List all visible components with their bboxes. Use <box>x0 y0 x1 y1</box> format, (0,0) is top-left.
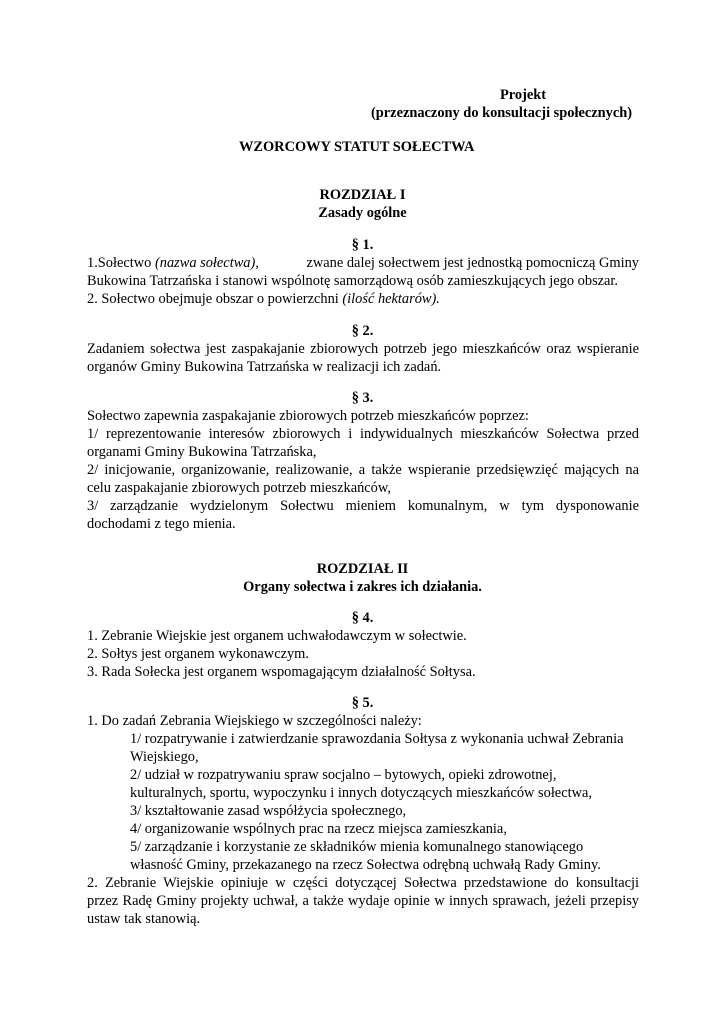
paragraph-5-line-2: 1/ rozpatrywanie i zatwierdzanie sprawozdania Sołtysa z wykonania uchwał Zebrania <box>130 731 624 747</box>
paragraph-3-line-3: organami Gminy Bukowina Tatrzańska, <box>87 444 317 460</box>
paragraph-4-line-1: 1. Zebranie Wiejskie jest organem uchwałodawczym w sołectwie. <box>87 628 467 644</box>
chapter-1-subheading: Zasady ogólne <box>318 205 407 221</box>
paragraph-2-line-2: organów Gminy Bukowina Tatrzańska w realizacji ich zadań. <box>87 359 442 375</box>
paragraph-5-line-7: 4/ organizowanie wspólnych prac na rzecz miejsca zamieszkania, <box>130 821 507 837</box>
paragraph-3-line-7: dochodami z tego mienia. <box>87 516 236 532</box>
project-label: Projekt <box>500 87 547 103</box>
paragraph-4-mark: § 4. <box>351 610 374 626</box>
paragraph-5-line-1: 1. Do zadań Zebrania Wiejskiego w szczególności należy: <box>87 713 422 729</box>
paragraph-3-line-6: 3/ zarządzanie wydzielonym Sołectwu mieniem komunalnym, w tym dysponowanie <box>87 498 639 514</box>
text-segment: 2. Sołectwo obejmuje obszar o powierzchni <box>87 291 343 307</box>
paragraph-5-line-6: 3/ kształtowanie zasad współżycia społecznego, <box>130 803 407 819</box>
paragraph-5-line-9: własność Gminy, przekazanego na rzecz Sołectwa odrębną uchwałą Rady Gminy. <box>130 857 601 873</box>
chapter-2-heading: ROZDZIAŁ II <box>316 561 409 577</box>
paragraph-3-line-4: 2/ inicjowanie, organizowanie, realizowanie, a także wspieranie przedsięwzięć mających na <box>87 462 639 478</box>
placeholder-hectares: (ilość hektarów). <box>342 291 440 307</box>
paragraph-5-line-11: przez Radę Gminy projekty uchwał, a także wydaje opinie w innych sprawach, jeżeli przepisy <box>87 893 639 909</box>
paragraph-4-line-2: 2. Sołtys jest organem wykonawczym. <box>87 646 309 662</box>
paragraph-2-line-1: Zadaniem sołectwa jest zaspakajanie zbiorowych potrzeb jego mieszkańców oraz wspieranie <box>87 341 639 357</box>
paragraph-4-line-3: 3. Rada Sołecka jest organem wspomagającym działalność Sołtysa. <box>87 664 476 680</box>
paragraph-3-line-1: Sołectwo zapewnia zaspakajanie zbiorowych potrzeb mieszkańców poprzez: <box>87 408 529 424</box>
paragraph-3-line-5: celu zaspakajanie zbiorowych potrzeb mieszkańców, <box>87 480 391 496</box>
paragraph-1-line-2: Bukowina Tatrzańska i stanowi wspólnotę samorządową osób zamieszkujących jego obszar. <box>87 273 619 289</box>
paragraph-5-mark: § 5. <box>351 695 374 711</box>
paragraph-3-mark: § 3. <box>351 390 374 406</box>
chapter-1-heading: ROZDZIAŁ I <box>319 187 406 203</box>
paragraph-5-line-5: kulturalnych, sportu, wypoczynku i innych dotyczących mieszkańców sołectwa, <box>130 785 592 801</box>
paragraph-1-line-3 <box>87 290 440 308</box>
paragraph-5-line-3: Wiejskiego, <box>130 749 199 765</box>
chapter-2-subheading: Organy sołectwa i zakres ich działania. <box>243 579 482 595</box>
paragraph-5-line-8: 5/ zarządzanie i korzystanie ze składników mienia komunalnego stanowiącego <box>130 839 584 855</box>
document-title: WZORCOWY STATUT SOŁECTWA <box>239 139 475 155</box>
paragraph-1-line-1 <box>87 254 639 272</box>
placeholder-village-name: (nazwa sołectwa), <box>154 255 259 271</box>
project-note: (przeznaczony do konsultacji społecznych) <box>371 105 633 121</box>
paragraph-5-line-10: 2. Zebranie Wiejskie opiniuje w części dotyczącej Sołectwa przedstawione do konsultacji <box>87 875 639 891</box>
text-segment: zwane dalej sołectwem jest jednostką pomocniczą Gminy <box>306 255 639 271</box>
text-segment: 1.Sołectwo <box>87 255 155 271</box>
paragraph-5-line-12: ustaw tak stanowią. <box>87 911 201 927</box>
paragraph-3-line-2: 1/ reprezentowanie interesów zbiorowych i indywidualnych mieszkańców Sołectwa przed <box>87 426 639 442</box>
paragraph-1-mark: § 1. <box>351 237 374 253</box>
paragraph-5-line-4: 2/ udział w rozpatrywaniu spraw socjalno – bytowych, opieki zdrowotnej, <box>130 767 557 783</box>
paragraph-2-mark: § 2. <box>351 323 374 339</box>
